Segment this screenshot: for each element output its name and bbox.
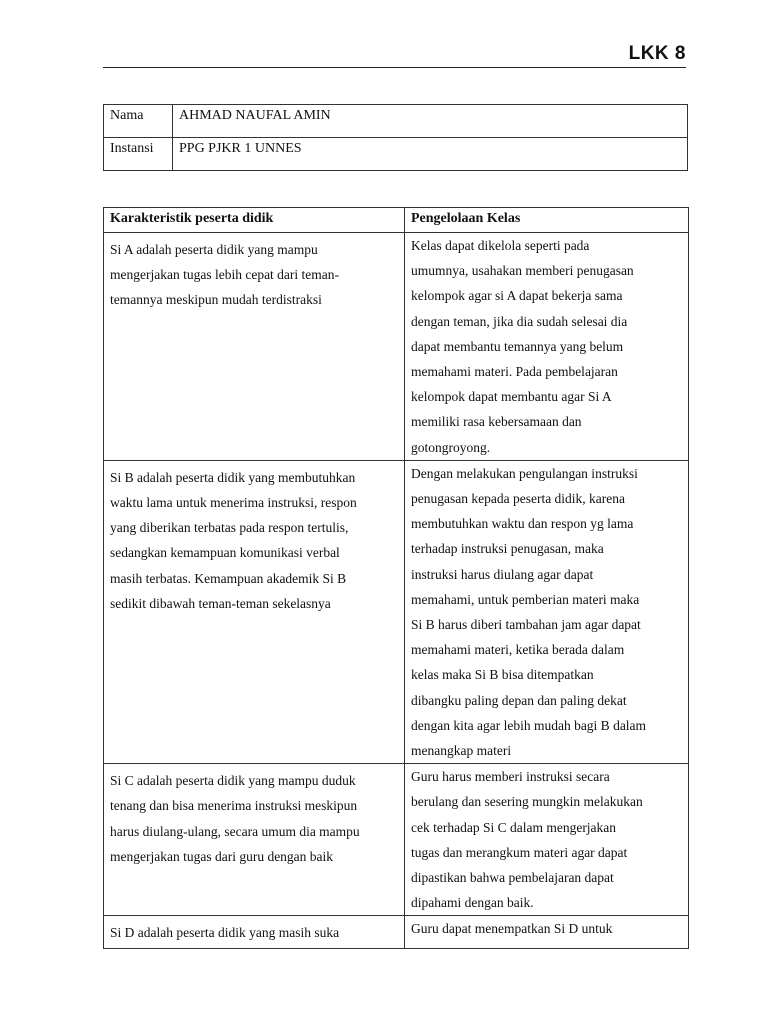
identity-label-text: Nama	[110, 108, 144, 123]
cell-line: tugas dan merangkum materi agar dapat	[411, 844, 628, 860]
cell-line: dapat membantu temannya yang belum	[411, 338, 624, 354]
cell-line: dibangku paling depan dan paling dekat	[411, 692, 627, 708]
identity-value	[173, 105, 688, 138]
cell-line: temannya meskipun mudah terdistraksi	[110, 292, 322, 308]
cell-line: membutuhkan waktu dan respon yg lama	[411, 516, 634, 532]
karakteristik-cell	[104, 764, 405, 916]
identity-value-text: PPG PJKR 1 UNNES	[179, 141, 302, 156]
identity-row-instansi	[104, 138, 688, 171]
table-row	[104, 916, 689, 949]
cell-line: memiliki rasa kebersamaan dan	[411, 414, 582, 430]
pengelolaan-cell	[405, 233, 689, 461]
cell-line: masih terbatas. Kemampuan akademik Si B	[110, 570, 347, 586]
identity-table	[103, 104, 688, 171]
identity-row-nama	[104, 105, 688, 138]
cell-line: dengan teman, jika dia sudah selesai dia	[411, 313, 628, 329]
table-row	[104, 764, 689, 916]
cell-line: dipahami dengan baik.	[411, 895, 534, 911]
identity-value	[173, 138, 688, 171]
cell-line: Guru harus memberi instruksi secara	[411, 769, 610, 785]
cell-line: kelas maka Si B bisa ditempatkan	[411, 667, 594, 683]
cell-line: waktu lama untuk menerima instruksi, respon	[110, 495, 357, 511]
identity-value-text: AHMAD NAUFAL AMIN	[179, 108, 331, 123]
cell-line: mengerjakan tugas dari guru dengan baik	[110, 848, 334, 864]
classroom-management-table	[103, 207, 689, 949]
karakteristik-cell	[104, 233, 405, 461]
cell-line: mengerjakan tugas lebih cepat dari teman-	[110, 267, 340, 283]
identity-label	[104, 105, 173, 138]
cell-line: harus diulang-ulang, secara umum dia mampu	[110, 823, 360, 839]
cell-line: penugasan kepada peserta didik, karena	[411, 491, 626, 507]
table-row	[104, 233, 689, 461]
cell-line: Si A adalah peserta didik yang mampu	[110, 242, 318, 257]
header-karakteristik: Karakteristik peserta didik	[104, 208, 405, 233]
cell-line: kelompok agar si A dapat bekerja sama	[411, 288, 623, 304]
cell-line: gotongroyong.	[411, 439, 491, 455]
cell-line: berulang dan sesering mungkin melakukan	[411, 794, 643, 810]
cell-line: Si C adalah peserta didik yang mampu duduk	[110, 773, 356, 789]
cell-line: Si B harus diberi tambahan jam agar dapat	[411, 617, 641, 633]
table-row	[104, 460, 689, 763]
cell-line: Si D adalah peserta didik yang masih suka	[110, 925, 340, 941]
cell-line: instruksi harus diulang agar dapat	[411, 566, 594, 582]
cell-line: memahami materi, ketika berada dalam	[411, 642, 625, 658]
cell-line: sedikit dibawah teman-teman sekelasnya	[110, 595, 331, 611]
pengelolaan-cell	[405, 460, 689, 763]
identity-label	[104, 138, 173, 171]
cell-line: umumnya, usahakan memberi penugasan	[411, 263, 634, 279]
cell-line: dipastikan bahwa pembelajaran dapat	[411, 870, 614, 886]
cell-line: sedangkan kemampuan komunikasi verbal	[110, 545, 340, 561]
document-title: LKK 8	[628, 43, 686, 64]
cell-line: dengan kita agar lebih mudah bagi B dalam	[411, 717, 647, 733]
identity-label-text: Instansi	[110, 141, 154, 156]
table-body	[104, 233, 689, 949]
karakteristik-cell	[104, 916, 405, 949]
cell-line: Kelas dapat dikelola seperti pada	[411, 238, 590, 253]
cell-line: kelompok dapat membantu agar Si A	[411, 389, 612, 405]
cell-line: Dengan melakukan pengulangan instruksi	[411, 465, 638, 481]
cell-line: yang diberikan terbatas pada respon tertulis,	[110, 520, 349, 536]
table-header-row	[104, 208, 689, 233]
cell-line: memahami materi. Pada pembelajaran	[411, 364, 618, 380]
pengelolaan-cell	[405, 916, 689, 949]
cell-line: cek terhadap Si C dalam mengerjakan	[411, 819, 617, 835]
header-pengelolaan: Pengelolaan Kelas	[405, 208, 689, 233]
cell-line: terhadap instruksi penugasan, maka	[411, 541, 604, 557]
pengelolaan-cell	[405, 764, 689, 916]
cell-line: Si B adalah peserta didik yang membutuhkan	[110, 469, 356, 485]
cell-line: Guru dapat menempatkan Si D untuk	[411, 921, 613, 937]
title-underline	[103, 67, 686, 68]
cell-line: memahami, untuk pemberian materi maka	[411, 591, 640, 607]
cell-line: tenang dan bisa menerima instruksi meskipun	[110, 798, 358, 814]
karakteristik-cell	[104, 460, 405, 763]
cell-line: menangkap materi	[411, 743, 512, 759]
